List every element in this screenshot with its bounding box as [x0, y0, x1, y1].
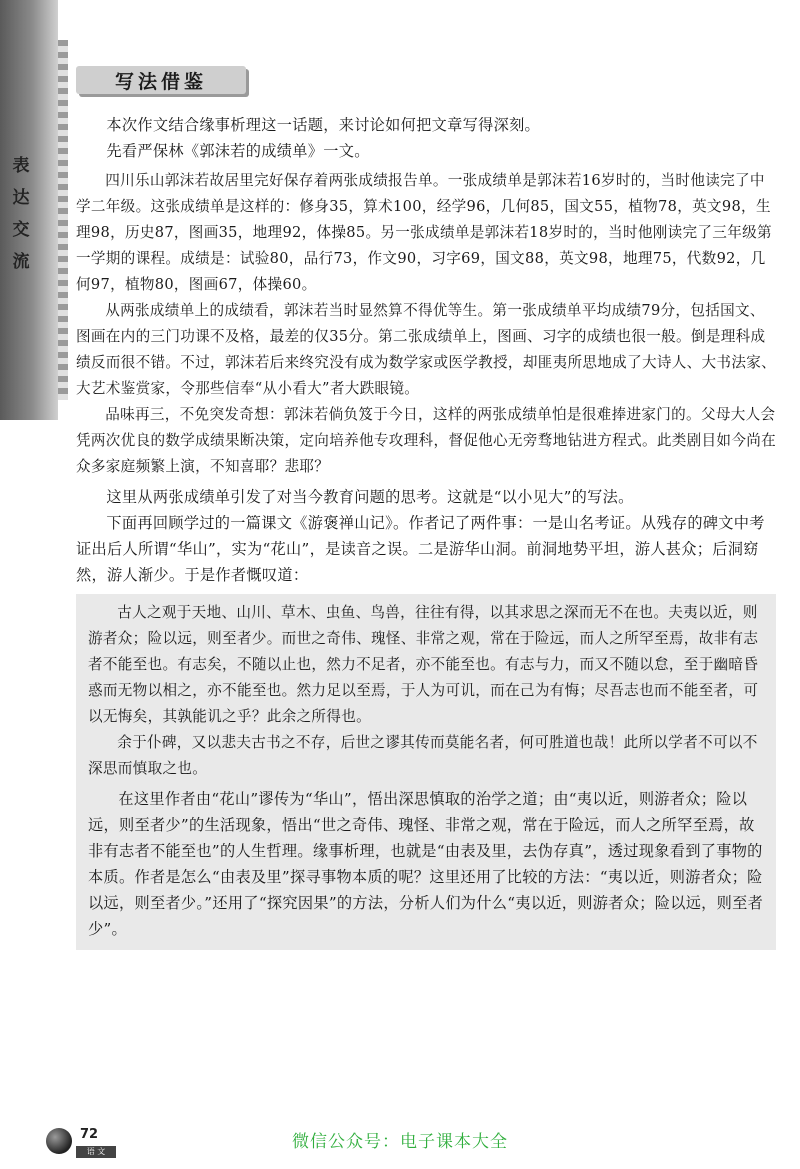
excerpt-paragraph: 余于仆碑，又以悲夫古书之不存，后世之谬其传而莫能名者，何可胜道也哉！此所以学者不可以不深思而慎取之也。	[88, 734, 758, 777]
section-tag: 写法借鉴	[76, 66, 246, 94]
side-label-char: 交	[12, 220, 30, 240]
intro-paragraph: 本次作文结合缘事析理这一话题，来讨论如何把文章写得深刻。	[106, 116, 541, 134]
excerpt-paragraph: 四川乐山郭沫若故居里完好保存着两张成绩报告单。一张成绩单是郭沫若16岁时的，当时他读完了中学二年级。这张成绩单是这样的：修身35，算术100，经学96，几何85，国文55，植物78，英文98，生理98，历史87，图画35，地理92，体操85。另一张成绩单是郭沫若18岁时的，当时他刚读完了三年级第一学期的课程。成绩是：试验80，品行73，作文90，习字69，国文88，英文98，地理75，代数92，几何97，植物80，图画67，体操60。	[76, 172, 772, 293]
body-paragraph: 这里从两张成绩单引发了对当今教育问题的思考。这就是“以小见大”的写法。	[106, 488, 634, 506]
side-label-char: 流	[12, 252, 30, 272]
side-label-char: 达	[12, 188, 30, 208]
intro-paragraph: 先看严保林《郭沫若的成绩单》一文。	[106, 142, 370, 160]
page-number: 72	[80, 1127, 99, 1142]
conclusion-paragraph: 在这里作者由“花山”谬传为“华山”，悟出深思慎取的治学之道；由“夷以近，则游者众；险以远，则至者少”的生活现象，悟出“世之奇伟、瑰怪、非常之观，常在于险远，而人之所罕至焉，故非有志者不能至也”的人生哲理。缘事析理，也就是“由表及里，去伪存真”，透过现象看到了事物的本质。作者是怎么“由表及里”探寻事物本质的呢？这里还用了比较的方法：“夷以近，则游者众；险以远，则至者少。”还用了“探究因果”的方法，分析人们为什么“夷以近，则游者众；险以远，则至者少”。	[88, 790, 764, 938]
excerpt-guo-moruo	[76, 168, 776, 480]
page-subject: 语 文	[76, 1146, 116, 1158]
excerpt-paragraph: 从两张成绩单上的成绩看，郭沫若当时显然算不得优等生。第一张成绩单平均成绩79分，包括国文、图画在内的三门功课不及格，最差的仅35分。第二张成绩单上，图画、习字的成绩也很一般。倒是理科成绩反而很不错。不过，郭沫若后来终究没有成为数学家或医学教授，却匪夷所思地成了大诗人、大书法家、大艺术鉴赏家，令那些信奉“从小看大”者大跌眼镜。	[76, 302, 777, 397]
article-body	[76, 112, 776, 950]
body-paragraph: 下面再回顾学过的一篇课文《游褒禅山记》。作者记了两件事：一是山名考证。从残存的碑文中考证出后人所谓“华山”，实为“花山”，是读音之误。二是游华山洞。前洞地势平坦，游人甚众；后洞窈然，游人渐少。于是作者慨叹道：	[76, 514, 765, 584]
side-label-char: 表	[12, 156, 30, 176]
excerpt-paragraph: 古人之观于天地、山川、草木、虫鱼、鸟兽，往往有得，以其求思之深而无不在也。夫夷以近，则游者众；险以远，则至者少。而世之奇伟、瑰怪、非常之观，常在于险远，而人之所罕至焉，故非有志者不能至也。有志矣，不随以止也，然力不足者，亦不能至也。有志与力，而又不随以怠，至于幽暗昏惑而无物以相之，亦不能至也。然力足以至焉，于人为可讥，而在己为有悔；尽吾志也而不能至者，可以无悔矣，其孰能讥之乎？此余之所得也。	[88, 604, 759, 725]
excerpt-paragraph: 品味再三，不免突发奇想：郭沫若倘负笈于今日，这样的两张成绩单怕是很难捧进家门的。父母大人会凭两次优良的数学成绩果断决策，定向培养他专攻理科，督促他心无旁骛地钻进方程式。此类剧目如今尚在众多家庭频繁上演，不知喜耶？悲耶？	[76, 406, 777, 475]
watermark: 微信公众号：电子课本大全	[292, 1132, 508, 1152]
side-section-label	[4, 150, 38, 278]
excerpt-baochan-shan	[76, 594, 776, 950]
